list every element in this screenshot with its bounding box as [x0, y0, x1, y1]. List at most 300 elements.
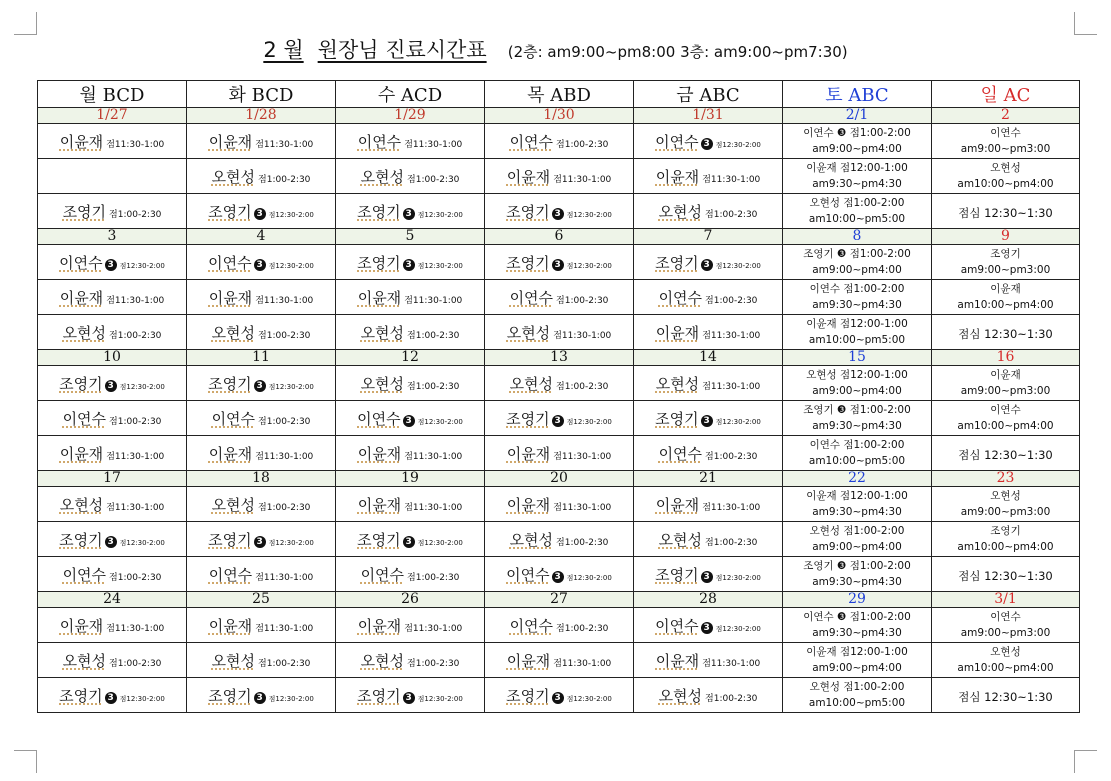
doctor-name: 이윤재 [506, 495, 551, 514]
lunch-break-time: 점1:00-2:30 [705, 295, 758, 306]
lunch-break-time: 점1:00-2:30 [556, 139, 609, 150]
working-hours-line: am9:00~pm4:00 [812, 385, 902, 397]
working-hours-line: am9:30~pm4:30 [812, 299, 902, 311]
schedule-cell [634, 401, 783, 436]
lunch-break-time: 점11:30-1:00 [255, 623, 314, 634]
lunch-break-time: 점11:30-1:00 [702, 502, 761, 513]
doctor-name: 이윤재 [208, 444, 253, 463]
date-cell-tue: 18 [187, 471, 336, 487]
date-cell-fri: 1/31 [634, 108, 783, 124]
schedule-cell [932, 159, 1080, 194]
schedule-cell [336, 608, 485, 643]
lunch-break-time: 점1:00-2:30 [407, 572, 460, 583]
doctor-lunch-line: 이연수 ❸ 점1:00-2:00 [803, 611, 911, 623]
schedule-cell [634, 557, 783, 592]
schedule-table [37, 80, 1080, 713]
schedule-cell [932, 487, 1080, 522]
schedule-cell [783, 487, 932, 522]
lunch-break-time: 점12:30-2:00 [268, 538, 314, 547]
working-hours-line: am9:00~pm4:00 [812, 541, 902, 553]
doctor-lunch-line: 이윤재 [990, 369, 1021, 381]
schedule-cell [783, 124, 932, 159]
date-cell-wed: 19 [336, 471, 485, 487]
page-corner-mark [1074, 12, 1097, 35]
day-header-fri: 금 ABC [634, 81, 783, 108]
doctor-lunch-line: 오현성 [990, 490, 1021, 502]
date-cell-sat: 15 [783, 350, 932, 366]
working-hours-line: am9:30~pm4:30 [812, 576, 902, 588]
lunch-time-text: 점심 12:30~1:30 [958, 689, 1053, 704]
schedule-cell [187, 522, 336, 557]
doctor-lunch-line: 이연수 [990, 611, 1021, 623]
schedule-cell [187, 366, 336, 401]
lunch-break-time: 점1:00-2:30 [556, 623, 609, 634]
doctor-name: 오현성 [360, 323, 405, 342]
schedule-cell [783, 557, 932, 592]
lunch-break-time: 점12:30-2:00 [566, 417, 612, 426]
schedule-cell [336, 678, 485, 713]
floor-3-badge: 3 [403, 536, 415, 548]
doctor-lunch-line: 이연수 [990, 404, 1021, 416]
working-hours-line: am10:00~pm4:00 [957, 662, 1054, 674]
lunch-time-text: 점심 12:30~1:30 [958, 568, 1053, 583]
date-cell-tue: 1/28 [187, 108, 336, 124]
floor-3-badge: 3 [552, 692, 564, 704]
working-hours-line: am10:00~pm5:00 [808, 455, 906, 467]
schedule-cell [38, 194, 187, 229]
schedule-row [38, 557, 1080, 592]
doctor-name: 조영기 [62, 202, 107, 221]
lunch-break-time: 점11:30-1:00 [255, 451, 314, 462]
schedule-cell [187, 280, 336, 315]
schedule-row [38, 678, 1080, 713]
doctor-lunch-line: 오현성 점12:00-1:00 [806, 369, 908, 381]
schedule-row [38, 159, 1080, 194]
lunch-break-time: 점1:00-2:30 [109, 416, 162, 427]
floor-3-badge: 3 [254, 380, 266, 392]
schedule-row [38, 194, 1080, 229]
lunch-break-time: 점11:30-1:00 [702, 330, 761, 341]
doctor-lunch-line: 이연수 ❸ 점1:00-2:00 [803, 127, 911, 139]
lunch-break-time: 점12:30-2:00 [566, 210, 612, 219]
schedule-cell [485, 315, 634, 350]
floor-3-badge: 3 [552, 415, 564, 427]
schedule-cell [187, 436, 336, 471]
doctor-name: 오현성 [211, 323, 256, 342]
date-cell-tue: 25 [187, 592, 336, 608]
lunch-break-time: 점1:00-2:30 [407, 174, 460, 185]
lunch-break-time: 점11:30-1:00 [255, 295, 314, 306]
lunch-break-time: 점12:30-2:00 [566, 261, 612, 270]
doctor-name: 조영기 [506, 409, 550, 428]
schedule-row [38, 608, 1080, 643]
date-cell-thu: 20 [485, 471, 634, 487]
floor-3-badge: 3 [403, 208, 415, 220]
title-text: 원장님 진료시간표 [317, 38, 487, 62]
lunch-time-text: 점심 12:30~1:30 [958, 205, 1053, 220]
doctor-name: 이윤재 [506, 651, 551, 670]
title-subtitle: (2층: am9:00~pm8:00 3층: am9:00~pm7:30) [507, 43, 848, 61]
schedule-row [38, 436, 1080, 471]
lunch-break-time: 점11:30-1:00 [106, 139, 165, 150]
lunch-break-time: 점1:00-2:30 [556, 295, 609, 306]
doctor-lunch-line: 이연수 점1:00-2:00 [809, 283, 905, 295]
doctor-name: 이윤재 [506, 167, 551, 186]
working-hours-line: am10:00~pm5:00 [808, 697, 906, 709]
date-cell-sun: 9 [932, 229, 1080, 245]
floor-3-badge: 3 [403, 415, 415, 427]
date-cell-thu: 13 [485, 350, 634, 366]
schedule-cell [932, 608, 1080, 643]
doctor-name: 조영기 [506, 253, 550, 272]
floor-3-badge: 3 [254, 692, 266, 704]
doctor-name: 오현성 [211, 167, 256, 186]
lunch-break-time: 점11:30-1:00 [404, 502, 463, 513]
doctor-name: 이윤재 [655, 495, 700, 514]
schedule-cell [783, 643, 932, 678]
working-hours-line: am9:00~pm3:00 [960, 264, 1051, 276]
doctor-lunch-line: 이연수 [990, 127, 1021, 139]
schedule-cell [485, 557, 634, 592]
doctor-lunch-line: 오현성 [990, 646, 1021, 658]
schedule-cell [336, 194, 485, 229]
schedule-cell [932, 678, 1080, 713]
doctor-name: 오현성 [62, 323, 107, 342]
doctor-name: 오현성 [360, 374, 405, 393]
schedule-row [38, 124, 1080, 159]
date-row [38, 229, 1080, 245]
doctor-name: 이윤재 [506, 444, 551, 463]
lunch-break-time: 점12:30-2:00 [417, 261, 463, 270]
floor-3-badge: 3 [701, 138, 713, 150]
date-cell-sun: 2 [932, 108, 1080, 124]
schedule-cell [783, 436, 932, 471]
day-header-thu: 목 ABD [485, 81, 634, 108]
lunch-break-time: 점1:00-2:30 [705, 537, 758, 548]
schedule-cell [932, 436, 1080, 471]
schedule-cell [485, 124, 634, 159]
schedule-body [38, 108, 1080, 713]
schedule-cell [38, 315, 187, 350]
lunch-break-time: 점11:30-1:00 [702, 658, 761, 669]
lunch-break-time: 점1:00-2:30 [556, 537, 609, 548]
schedule-cell [783, 401, 932, 436]
date-row [38, 471, 1080, 487]
schedule-cell [634, 159, 783, 194]
doctor-name: 조영기 [357, 530, 401, 549]
doctor-name: 이윤재 [655, 651, 700, 670]
floor-3-badge: 3 [254, 208, 266, 220]
day-header-row [38, 81, 1080, 108]
lunch-break-time: 점12:30-2:00 [715, 140, 761, 149]
doctor-lunch-line: 조영기 ❸ 점1:00-2:00 [803, 248, 911, 260]
date-cell-fri: 21 [634, 471, 783, 487]
floor-3-badge: 3 [701, 571, 713, 583]
doctor-name: 오현성 [62, 651, 107, 670]
doctor-name: 조영기 [357, 253, 401, 272]
schedule-cell [932, 315, 1080, 350]
date-cell-mon: 3 [38, 229, 187, 245]
schedule-cell [932, 401, 1080, 436]
floor-3-badge: 3 [105, 692, 117, 704]
lunch-break-time: 점1:00-2:30 [258, 330, 311, 341]
schedule-cell [783, 315, 932, 350]
lunch-break-time: 점11:30-1:00 [404, 139, 463, 150]
lunch-break-time: 점12:30-2:00 [268, 261, 314, 270]
working-hours-line: am10:00~pm5:00 [808, 334, 906, 346]
lunch-break-time: 점1:00-2:30 [109, 658, 162, 669]
doctor-name: 이윤재 [59, 288, 104, 307]
schedule-cell [187, 159, 336, 194]
doctor-name: 이연수 [658, 444, 703, 463]
schedule-cell [783, 280, 932, 315]
doctor-name: 조영기 [208, 686, 252, 705]
doctor-name: 이윤재 [59, 616, 104, 635]
date-cell-thu: 1/30 [485, 108, 634, 124]
schedule-cell [187, 194, 336, 229]
doctor-name: 오현성 [658, 202, 703, 221]
schedule-cell [336, 487, 485, 522]
doctor-name: 이윤재 [208, 288, 253, 307]
schedule-cell [783, 245, 932, 280]
lunch-time-text: 점심 12:30~1:30 [958, 447, 1053, 462]
working-hours-line: am9:30~pm4:30 [812, 627, 902, 639]
working-hours-line: am9:30~pm4:30 [812, 178, 902, 190]
date-row [38, 108, 1080, 124]
doctor-name: 오현성 [655, 374, 700, 393]
doctor-name: 이연수 [658, 288, 703, 307]
schedule-cell [783, 522, 932, 557]
doctor-name: 이연수 [62, 409, 107, 428]
schedule-cell [634, 522, 783, 557]
doctor-name: 조영기 [655, 409, 699, 428]
day-header-mon: 월 BCD [38, 81, 187, 108]
lunch-break-time: 점1:00-2:30 [407, 658, 460, 669]
working-hours-line: am9:00~pm3:00 [960, 627, 1051, 639]
schedule-cell [634, 124, 783, 159]
schedule-cell [187, 245, 336, 280]
doctor-name: 이윤재 [59, 444, 104, 463]
doctor-name: 오현성 [658, 686, 703, 705]
doctor-name: 조영기 [208, 374, 252, 393]
schedule-cell [38, 124, 187, 159]
working-hours-line: am9:00~pm4:00 [812, 264, 902, 276]
doctor-name: 이연수 [655, 132, 699, 151]
schedule-cell [38, 245, 187, 280]
page-corner-mark [1074, 750, 1097, 773]
schedule-cell [485, 280, 634, 315]
lunch-break-time: 점1:00-2:30 [258, 658, 311, 669]
lunch-break-time: 점1:00-2:30 [705, 209, 758, 220]
doctor-name: 조영기 [59, 530, 103, 549]
doctor-lunch-line: 이연수 점1:00-2:00 [809, 439, 905, 451]
doctor-lunch-line: 조영기 ❸ 점1:00-2:00 [803, 560, 911, 572]
doctor-name: 이윤재 [208, 132, 253, 151]
doctor-name: 조영기 [506, 686, 550, 705]
lunch-break-time: 점12:30-2:00 [268, 382, 314, 391]
lunch-break-time: 점1:00-2:30 [109, 330, 162, 341]
date-cell-sat: 2/1 [783, 108, 932, 124]
doctor-name: 이연수 [357, 132, 402, 151]
schedule-cell [187, 487, 336, 522]
floor-3-badge: 3 [552, 259, 564, 271]
lunch-break-time: 점12:30-2:00 [715, 573, 761, 582]
schedule-cell [932, 194, 1080, 229]
lunch-break-time: 점11:30-1:00 [255, 139, 314, 150]
date-cell-mon: 24 [38, 592, 187, 608]
doctor-name: 조영기 [59, 686, 103, 705]
date-cell-sun: 3/1 [932, 592, 1080, 608]
working-hours-line: am9:30~pm4:30 [812, 506, 902, 518]
lunch-time-text: 점심 12:30~1:30 [958, 326, 1053, 341]
schedule-cell [336, 245, 485, 280]
lunch-break-time: 점11:30-1:00 [702, 381, 761, 392]
schedule-cell [634, 315, 783, 350]
schedule-cell [932, 124, 1080, 159]
schedule-cell [485, 487, 634, 522]
page-title [0, 34, 1111, 64]
schedule-cell [187, 557, 336, 592]
schedule-cell [634, 194, 783, 229]
date-cell-sun: 16 [932, 350, 1080, 366]
lunch-break-time: 점12:30-2:00 [715, 624, 761, 633]
floor-3-badge: 3 [105, 536, 117, 548]
schedule-cell [634, 280, 783, 315]
doctor-name: 오현성 [59, 495, 104, 514]
schedule-cell [485, 608, 634, 643]
schedule-cell [783, 366, 932, 401]
schedule-cell [187, 678, 336, 713]
schedule-cell [634, 436, 783, 471]
schedule-cell [336, 436, 485, 471]
lunch-break-time: 점11:30-1:00 [553, 174, 612, 185]
schedule-cell [187, 643, 336, 678]
doctor-name: 이윤재 [655, 167, 700, 186]
doctor-name: 이연수 [506, 565, 550, 584]
doctor-name: 오현성 [211, 651, 256, 670]
doctor-name: 조영기 [208, 530, 252, 549]
schedule-cell [485, 678, 634, 713]
schedule-cell [38, 366, 187, 401]
doctor-name: 이윤재 [655, 323, 700, 342]
date-row [38, 592, 1080, 608]
lunch-break-time: 점1:00-2:30 [705, 693, 758, 704]
date-cell-thu: 6 [485, 229, 634, 245]
date-cell-wed: 26 [336, 592, 485, 608]
page-corner-mark [14, 12, 37, 35]
working-hours-line: am10:00~pm4:00 [957, 541, 1054, 553]
date-cell-fri: 14 [634, 350, 783, 366]
floor-3-badge: 3 [552, 208, 564, 220]
date-cell-wed: 5 [336, 229, 485, 245]
doctor-name: 이윤재 [357, 495, 402, 514]
schedule-cell [485, 245, 634, 280]
lunch-break-time: 점11:30-1:00 [404, 295, 463, 306]
floor-3-badge: 3 [701, 259, 713, 271]
schedule-cell [336, 522, 485, 557]
working-hours-line: am9:00~pm3:00 [960, 506, 1051, 518]
schedule-cell [485, 436, 634, 471]
lunch-break-time: 점11:30-1:00 [553, 451, 612, 462]
doctor-lunch-line: 오현성 점1:00-2:00 [809, 197, 905, 209]
schedule-cell [38, 557, 187, 592]
floor-3-badge: 3 [701, 622, 713, 634]
date-row [38, 350, 1080, 366]
doctor-name: 오현성 [211, 495, 256, 514]
doctor-name: 오현성 [506, 323, 551, 342]
doctor-name: 오현성 [360, 167, 405, 186]
doctor-name: 조영기 [208, 202, 252, 221]
doctor-name: 조영기 [506, 202, 550, 221]
schedule-cell [783, 194, 932, 229]
lunch-break-time: 점11:30-1:00 [106, 623, 165, 634]
date-cell-wed: 12 [336, 350, 485, 366]
lunch-break-time: 점11:30-1:00 [255, 572, 314, 583]
lunch-break-time: 점1:00-2:30 [258, 174, 311, 185]
doctor-name: 이연수 [655, 616, 699, 635]
schedule-cell [38, 487, 187, 522]
working-hours-line: am9:00~pm3:00 [960, 385, 1051, 397]
lunch-break-time: 점12:30-2:00 [566, 694, 612, 703]
schedule-cell [783, 608, 932, 643]
schedule-cell [634, 245, 783, 280]
lunch-break-time: 점11:30-1:00 [553, 502, 612, 513]
schedule-cell [38, 608, 187, 643]
lunch-break-time: 점11:30-1:00 [553, 330, 612, 341]
doctor-name: 조영기 [655, 565, 699, 584]
schedule-cell [783, 159, 932, 194]
doctor-name: 이윤재 [357, 444, 402, 463]
date-cell-tue: 11 [187, 350, 336, 366]
lunch-break-time: 점1:00-2:30 [258, 416, 311, 427]
date-cell-sat: 8 [783, 229, 932, 245]
doctor-name: 이연수 [208, 565, 253, 584]
schedule-cell [38, 436, 187, 471]
doctor-lunch-line: 오현성 점1:00-2:00 [809, 681, 905, 693]
schedule-cell [336, 159, 485, 194]
doctor-name: 이연수 [360, 565, 405, 584]
lunch-break-time: 점12:30-2:00 [417, 694, 463, 703]
lunch-break-time: 점1:00-2:30 [258, 502, 311, 513]
schedule-cell [336, 557, 485, 592]
date-cell-thu: 27 [485, 592, 634, 608]
lunch-break-time: 점11:30-1:00 [404, 451, 463, 462]
date-cell-tue: 4 [187, 229, 336, 245]
lunch-break-time: 점11:30-1:00 [106, 451, 165, 462]
schedule-cell [336, 366, 485, 401]
doctor-name: 이연수 [509, 132, 554, 151]
lunch-break-time: 점1:00-2:30 [407, 330, 460, 341]
lunch-break-time: 점12:30-2:00 [417, 210, 463, 219]
schedule-cell [38, 522, 187, 557]
date-cell-mon: 1/27 [38, 108, 187, 124]
lunch-break-time: 점12:30-2:00 [715, 261, 761, 270]
lunch-break-time: 점11:30-1:00 [404, 623, 463, 634]
title-month: 2 월 [263, 38, 304, 62]
date-cell-sun: 23 [932, 471, 1080, 487]
doctor-name: 이윤재 [208, 616, 253, 635]
schedule-cell [634, 678, 783, 713]
day-header-wed: 수 ACD [336, 81, 485, 108]
date-cell-mon: 17 [38, 471, 187, 487]
lunch-break-time: 점12:30-2:00 [119, 538, 165, 547]
schedule-cell [485, 194, 634, 229]
lunch-break-time: 점12:30-2:00 [268, 210, 314, 219]
doctor-lunch-line: 오현성 점1:00-2:00 [809, 525, 905, 537]
doctor-name: 조영기 [357, 686, 401, 705]
doctor-name: 오현성 [658, 530, 703, 549]
floor-3-badge: 3 [254, 259, 266, 271]
